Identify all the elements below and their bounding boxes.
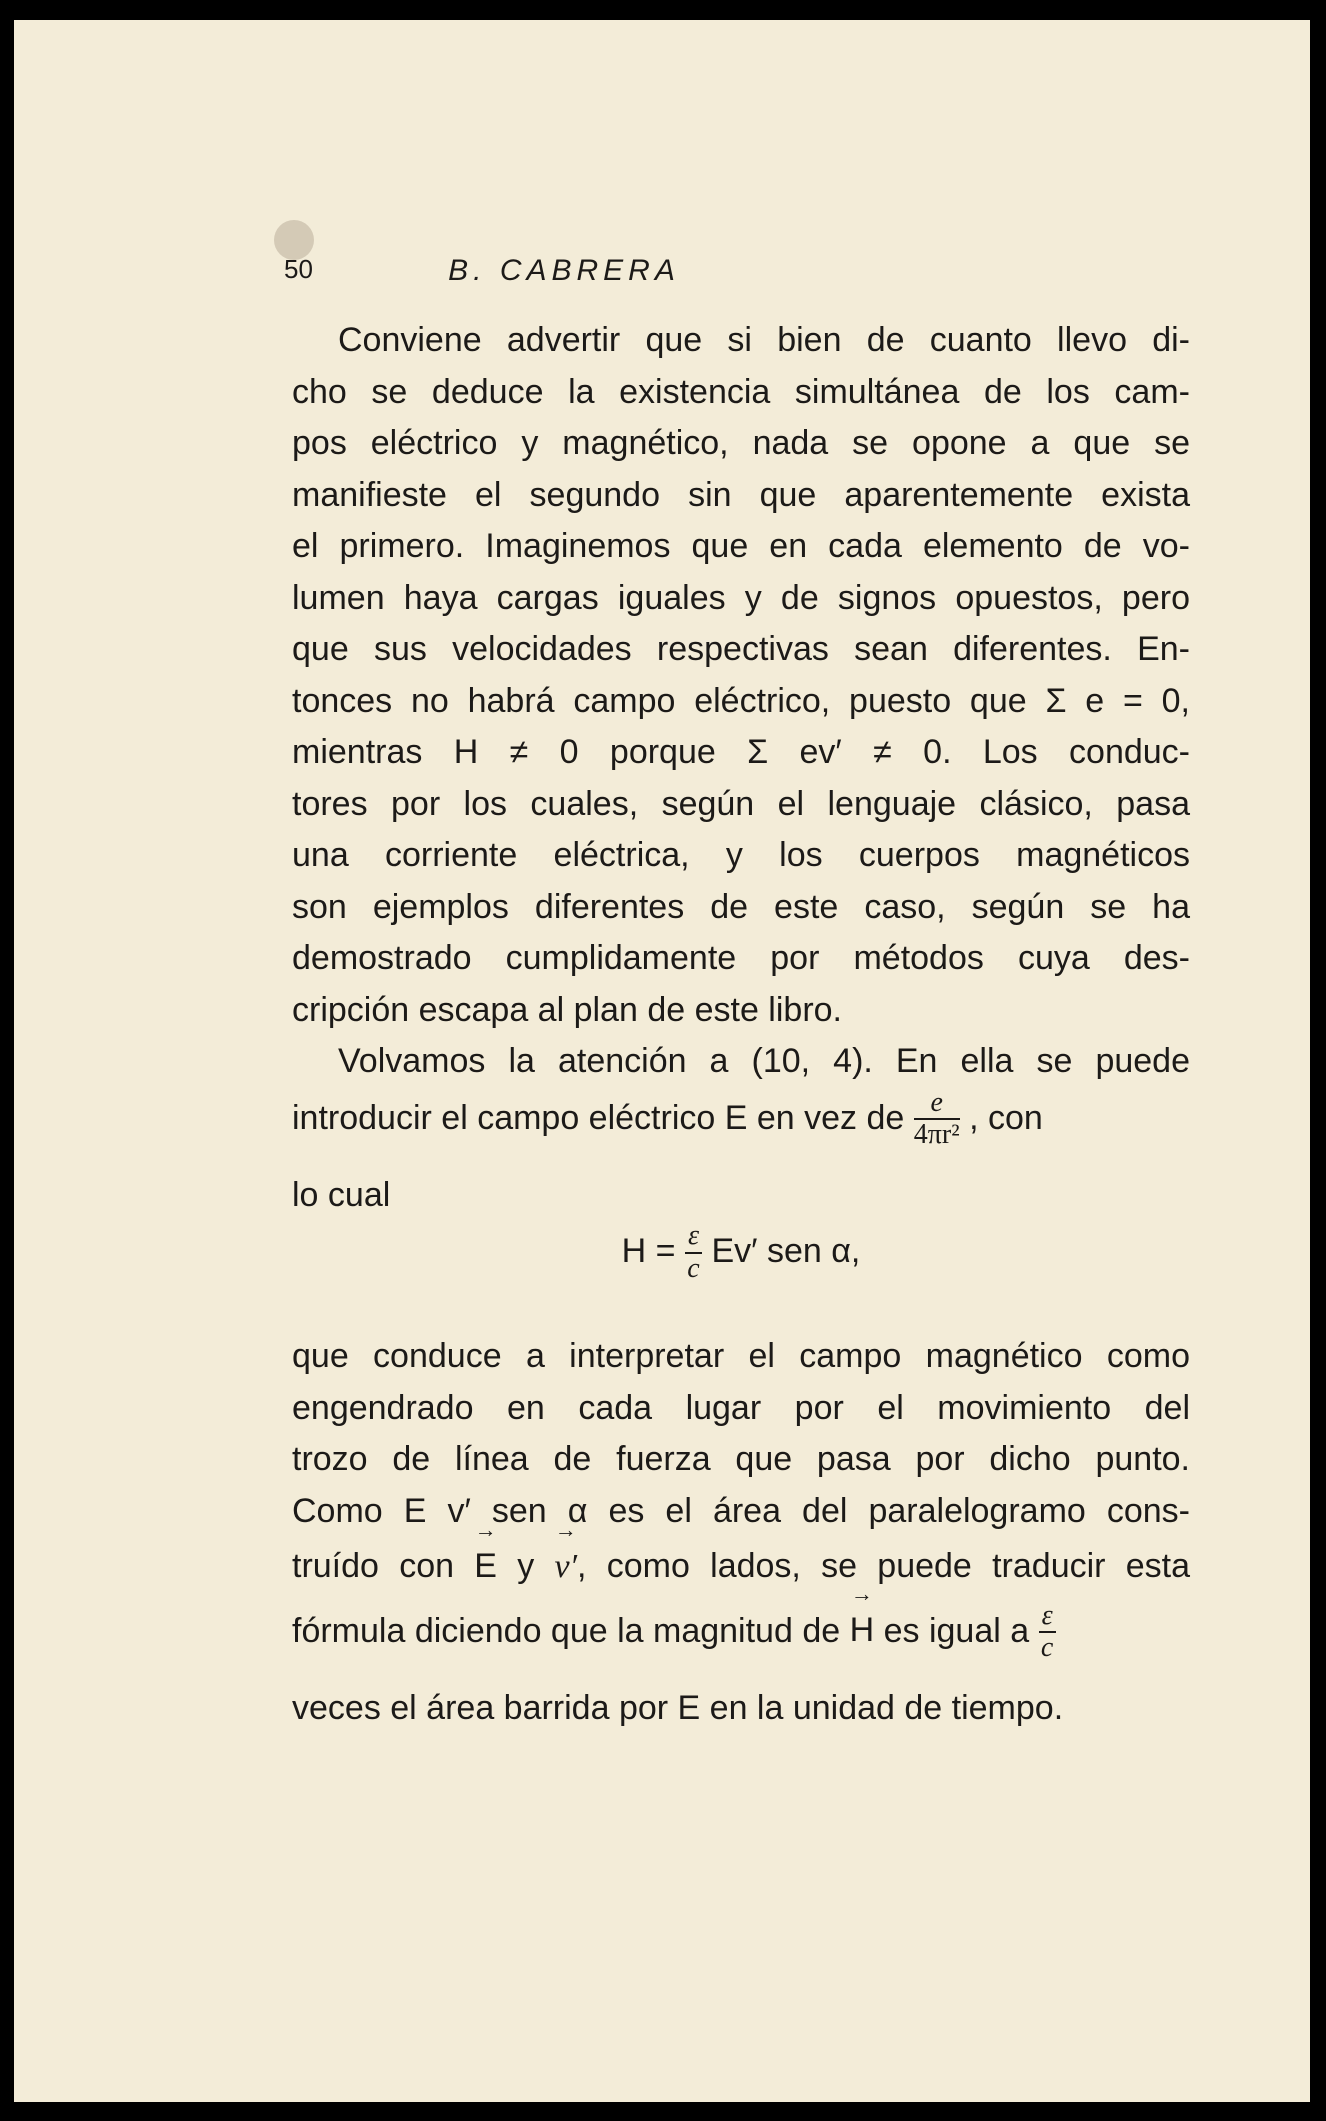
- book-page: [14, 20, 1310, 2102]
- text-line: mientras H ≠ 0 porque Σ ev′ ≠ 0. Los conduc-: [292, 733, 1190, 771]
- text-line: demostrado cumplidamente por métodos cuya des-: [292, 939, 1190, 977]
- page-header: [284, 254, 844, 294]
- text-span: , como lados, se puede traducir esta: [577, 1547, 1190, 1585]
- text-span: fórmula diciendo que la magnitud de: [292, 1611, 841, 1650]
- text-line: el primero. Imaginemos que en cada elemento de vo-: [292, 527, 1190, 565]
- text-span: , con: [969, 1098, 1043, 1137]
- vector-line: [292, 1541, 1190, 1593]
- text-line: cripción escapa al plan de este libro.: [292, 990, 842, 1029]
- text-line: tonces no habrá campo eléctrico, puesto que Σ e = 0,: [292, 681, 1190, 720]
- text-line: Volvamos la atención a (10, 4). En ella se puede: [338, 1042, 1190, 1080]
- text-line: pos eléctrico y magnético, nada se opone a que se: [292, 424, 1190, 462]
- display-formula: [292, 1221, 1190, 1331]
- inline-fraction: [1039, 1601, 1056, 1665]
- text-line: engendrado en cada lugar por el movimiento del: [292, 1388, 1190, 1427]
- text-span: introducir el campo eléctrico E en vez de: [292, 1098, 905, 1137]
- vector-v: → v′: [555, 1541, 578, 1593]
- paragraph-2: [292, 1036, 1190, 1221]
- fraction-denominator: 4πr²: [913, 1119, 960, 1151]
- text-line: Conviene advertir que si bien de cuanto llevo di-: [338, 321, 1190, 359]
- text-span: y: [517, 1547, 535, 1585]
- text-line: cho se deduce la existencia simultánea de los cam-: [292, 372, 1190, 411]
- text-line: lumen haya cargas iguales y de signos opuestos, pero: [292, 578, 1190, 617]
- paragraph-1: [292, 315, 1190, 1036]
- fraction-numerator: ε: [685, 1221, 702, 1254]
- text-line: son ejemplos diferentes de este caso, según se ha: [292, 887, 1190, 926]
- magnitude-line: [292, 1601, 1190, 1683]
- fraction-denominator: c: [1040, 1632, 1054, 1664]
- vector-H: → H: [850, 1605, 875, 1657]
- text-line: lo cual: [292, 1175, 391, 1214]
- fraction-numerator: e: [914, 1088, 960, 1121]
- text-line: trozo de línea de fuerza que pasa por dicho punto.: [292, 1440, 1190, 1478]
- text-line: Como E v′ sen α es el área del paralelogramo cons-: [292, 1491, 1190, 1530]
- text-line: tores por los cuales, según el lenguaje clásico, pasa: [292, 784, 1190, 823]
- formula-fraction: [685, 1221, 702, 1285]
- vector-E: → E: [474, 1541, 497, 1593]
- page-number: 50: [284, 254, 313, 284]
- text-line: que sus velocidades respectivas sean diferentes. En-: [292, 630, 1190, 668]
- formula-lhs: H =: [621, 1231, 676, 1270]
- text-line: que conduce a interpretar el campo magnético como: [292, 1337, 1190, 1375]
- text-span: truído con: [292, 1547, 455, 1585]
- text-span: es igual a: [883, 1611, 1030, 1650]
- paragraph-3: [292, 1331, 1190, 1734]
- fraction-denominator: c: [687, 1252, 700, 1284]
- running-head: B. CABRERA: [448, 254, 680, 287]
- inline-formula-line: [292, 1088, 1190, 1170]
- text-line: veces el área barrida por E en la unidad de tiempo.: [292, 1688, 1064, 1727]
- text-line: manifieste el segundo sin que aparentemente exista: [292, 475, 1190, 514]
- formula-rhs: Ev′ sen α,: [711, 1231, 861, 1270]
- inline-fraction: [914, 1088, 960, 1152]
- body-text: [292, 315, 1190, 1734]
- text-line: una corriente eléctrica, y los cuerpos magnéticos: [292, 836, 1190, 874]
- fraction-numerator: ε: [1039, 1601, 1056, 1634]
